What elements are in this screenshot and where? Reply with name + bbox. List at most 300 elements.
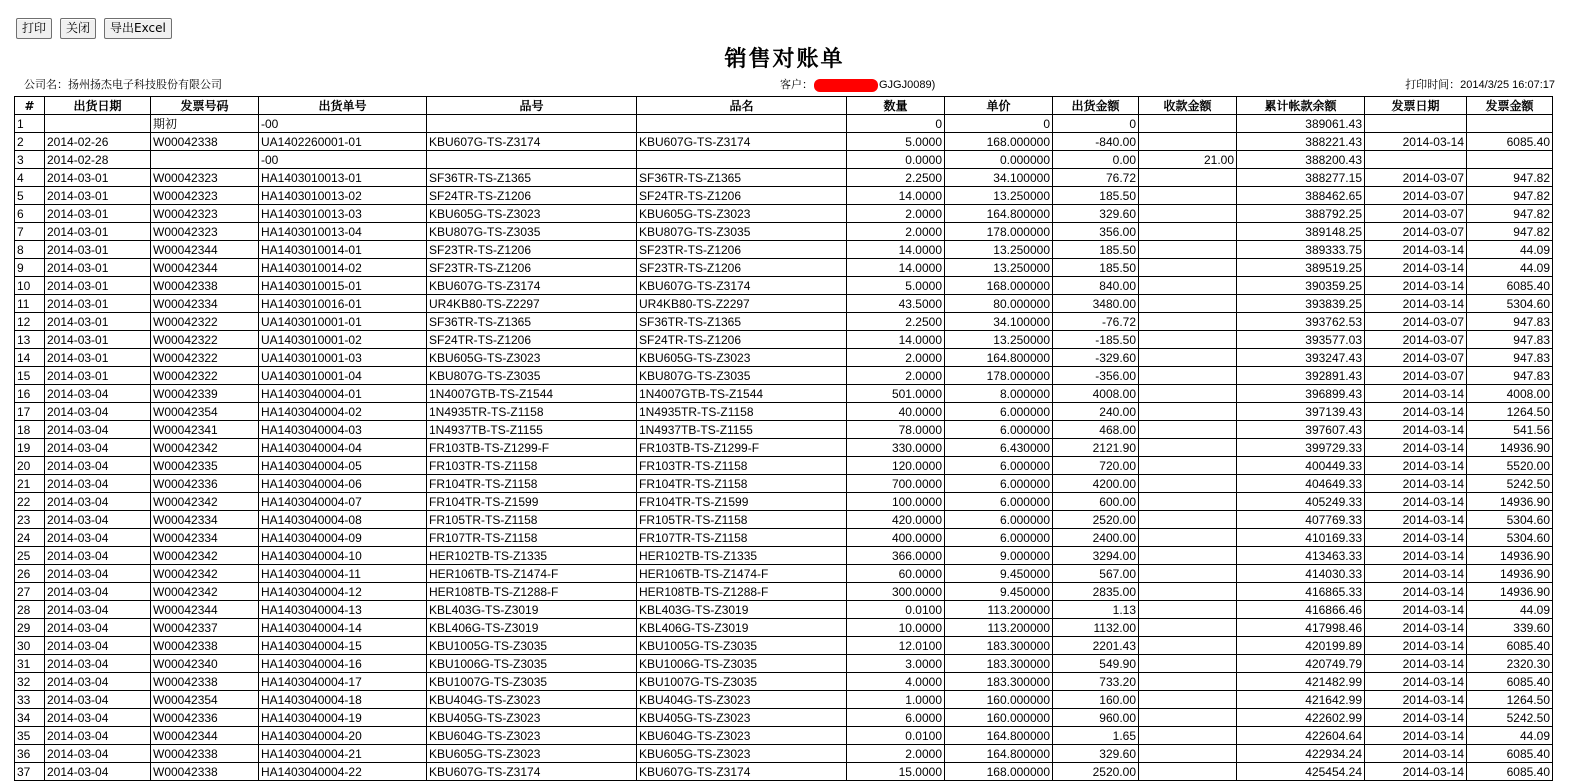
table-cell: FR107TR-TS-Z1158: [637, 529, 847, 547]
table-cell: HA1403040004-09: [259, 529, 427, 547]
table-row: [15, 727, 1553, 745]
table-cell: W00042338: [151, 745, 259, 763]
table-cell: HA1403010014-01: [259, 241, 427, 259]
table-cell: 2014-03-01: [45, 169, 151, 187]
table-cell: 2320.30: [1467, 655, 1553, 673]
table-cell: KBU607G-TS-Z3174: [427, 763, 637, 781]
table-cell: -840.00: [1053, 133, 1139, 151]
table-cell: HA1403040004-04: [259, 439, 427, 457]
table-cell: 2014-03-07: [1365, 187, 1467, 205]
table-cell: 185.50: [1053, 259, 1139, 277]
table-row: [15, 151, 1553, 169]
table-cell: 2014-03-14: [1365, 133, 1467, 151]
table-cell: [1139, 421, 1237, 439]
table-cell: 2.0000: [847, 223, 945, 241]
table-cell: KBU607G-TS-Z3174: [637, 763, 847, 781]
table-cell: 1132.00: [1053, 619, 1139, 637]
table-cell: 19: [15, 439, 45, 457]
table-cell: SF36TR-TS-Z1365: [427, 313, 637, 331]
table-cell: 947.83: [1467, 349, 1553, 367]
table-cell: 20: [15, 457, 45, 475]
table-cell: [151, 151, 259, 169]
table-cell: 164.800000: [945, 205, 1053, 223]
table-cell: 6.000000: [945, 475, 1053, 493]
table-row: [15, 475, 1553, 493]
table-cell: 388462.65: [1237, 187, 1365, 205]
table-row: [15, 709, 1553, 727]
table-cell: 422934.24: [1237, 745, 1365, 763]
table-cell: UR4KB80-TS-Z2297: [427, 295, 637, 313]
table-cell: [1139, 403, 1237, 421]
table-cell: 2014-03-01: [45, 187, 151, 205]
table-cell: [427, 151, 637, 169]
table-cell: 14936.90: [1467, 565, 1553, 583]
table-cell: 2014-03-04: [45, 529, 151, 547]
table-cell: 2014-03-01: [45, 223, 151, 241]
table-cell: [637, 151, 847, 169]
table-cell: [1139, 493, 1237, 511]
table-cell: 2014-03-14: [1365, 421, 1467, 439]
table-cell: HA1403040004-17: [259, 673, 427, 691]
table-cell: -329.60: [1053, 349, 1139, 367]
table-cell: HA1403010014-02: [259, 259, 427, 277]
table-cell: 2014-03-01: [45, 295, 151, 313]
table-cell: 421482.99: [1237, 673, 1365, 691]
table-cell: W00042323: [151, 223, 259, 241]
table-cell: 33: [15, 691, 45, 709]
table-cell: 2: [15, 133, 45, 151]
table-cell: KBU807G-TS-Z3035: [427, 223, 637, 241]
table-cell: 16: [15, 385, 45, 403]
table-cell: 421642.99: [1237, 691, 1365, 709]
column-header: #: [15, 97, 45, 115]
column-header: 累计帐款余额: [1237, 97, 1365, 115]
table-cell: 35: [15, 727, 45, 745]
table-cell: [1139, 133, 1237, 151]
table-cell: 339.60: [1467, 619, 1553, 637]
table-cell: 425454.24: [1237, 763, 1365, 781]
table-cell: 168.000000: [945, 133, 1053, 151]
table-cell: HA1403040004-15: [259, 637, 427, 655]
table-cell: 29: [15, 619, 45, 637]
table-body: [15, 115, 1553, 781]
table-cell: 2014-03-04: [45, 583, 151, 601]
table-cell: 15.0000: [847, 763, 945, 781]
table-cell: 6085.40: [1467, 637, 1553, 655]
table-cell: KBL406G-TS-Z3019: [427, 619, 637, 637]
table-cell: 389061.43: [1237, 115, 1365, 133]
table-cell: 76.72: [1053, 169, 1139, 187]
table-cell: 26: [15, 565, 45, 583]
table-row: [15, 349, 1553, 367]
table-cell: 2014-03-04: [45, 475, 151, 493]
table-cell: W00042338: [151, 637, 259, 655]
table-cell: 13.250000: [945, 241, 1053, 259]
table-cell: 2014-03-04: [45, 619, 151, 637]
table-cell: 6.000000: [945, 403, 1053, 421]
table-cell: 0: [945, 115, 1053, 133]
table-cell: 947.82: [1467, 205, 1553, 223]
table-cell: 44.09: [1467, 259, 1553, 277]
export-excel-button[interactable]: 导出Excel: [104, 18, 172, 39]
table-cell: KBU807G-TS-Z3035: [637, 367, 847, 385]
table-cell: [1139, 691, 1237, 709]
table-cell: 2014-03-04: [45, 385, 151, 403]
table-cell: 2014-03-14: [1365, 709, 1467, 727]
table-cell: FR105TR-TS-Z1158: [637, 511, 847, 529]
table-cell: 34.100000: [945, 169, 1053, 187]
table-cell: 164.800000: [945, 727, 1053, 745]
table-cell: 4200.00: [1053, 475, 1139, 493]
table-cell: UA1402260001-01: [259, 133, 427, 151]
close-button[interactable]: 关闭: [60, 18, 96, 39]
table-cell: 2014-03-14: [1365, 655, 1467, 673]
table-cell: W00042338: [151, 673, 259, 691]
table-cell: [1139, 259, 1237, 277]
table-cell: 2014-03-14: [1365, 547, 1467, 565]
table-cell: 417998.46: [1237, 619, 1365, 637]
table-cell: W00042342: [151, 547, 259, 565]
table-cell: 388200.43: [1237, 151, 1365, 169]
table-cell: KBU605G-TS-Z3023: [427, 349, 637, 367]
table-cell: W00042323: [151, 187, 259, 205]
table-cell: 78.0000: [847, 421, 945, 439]
table-cell: 24: [15, 529, 45, 547]
table-cell: [1139, 205, 1237, 223]
table-row: [15, 493, 1553, 511]
table-cell: 501.0000: [847, 385, 945, 403]
table-cell: 2014-03-14: [1365, 259, 1467, 277]
table-cell: 947.83: [1467, 331, 1553, 349]
table-cell: 2014-03-04: [45, 763, 151, 781]
table-cell: 25: [15, 547, 45, 565]
table-cell: [1139, 115, 1237, 133]
table-cell: 947.83: [1467, 367, 1553, 385]
table-cell: UA1403010001-04: [259, 367, 427, 385]
table-cell: HA1403040004-01: [259, 385, 427, 403]
table-cell: SF24TR-TS-Z1206: [637, 187, 847, 205]
table-cell: 32: [15, 673, 45, 691]
table-cell: 13.250000: [945, 259, 1053, 277]
table-cell: FR104TR-TS-Z1599: [427, 493, 637, 511]
table-cell: HER108TB-TS-Z1288-F: [427, 583, 637, 601]
column-header: 品号: [427, 97, 637, 115]
table-cell: KBU604G-TS-Z3023: [427, 727, 637, 745]
table-cell: 2014-03-07: [1365, 169, 1467, 187]
table-cell: 407769.33: [1237, 511, 1365, 529]
table-cell: 14936.90: [1467, 493, 1553, 511]
table-row: [15, 385, 1553, 403]
table-cell: HER106TB-TS-Z1474-F: [427, 565, 637, 583]
table-cell: HA1403040004-05: [259, 457, 427, 475]
table-cell: FR103TB-TS-Z1299-F: [427, 439, 637, 457]
table-cell: KBU604G-TS-Z3023: [637, 727, 847, 745]
table-cell: 14.0000: [847, 187, 945, 205]
table-cell: 2014-03-14: [1365, 601, 1467, 619]
table-cell: 2201.43: [1053, 637, 1139, 655]
table-cell: 2014-03-14: [1365, 457, 1467, 475]
table-cell: 14936.90: [1467, 583, 1553, 601]
table-cell: 960.00: [1053, 709, 1139, 727]
table-row: [15, 655, 1553, 673]
table-cell: 1N4935TR-TS-Z1158: [427, 403, 637, 421]
table-cell: 2835.00: [1053, 583, 1139, 601]
table-cell: 2014-03-01: [45, 259, 151, 277]
table-cell: KBU607G-TS-Z3174: [637, 133, 847, 151]
table-cell: 420.0000: [847, 511, 945, 529]
table-cell: [45, 115, 151, 133]
table-cell: SF23TR-TS-Z1206: [427, 259, 637, 277]
print-button[interactable]: 打印: [16, 18, 52, 39]
redaction-mark: [814, 79, 878, 92]
table-row: [15, 403, 1553, 421]
table-cell: W00042322: [151, 367, 259, 385]
table-cell: 10: [15, 277, 45, 295]
table-cell: 388277.15: [1237, 169, 1365, 187]
table-cell: [1139, 241, 1237, 259]
table-cell: 0: [1053, 115, 1139, 133]
table-cell: [1139, 619, 1237, 637]
table-cell: 9.000000: [945, 547, 1053, 565]
table-cell: -76.72: [1053, 313, 1139, 331]
table-cell: 2014-03-07: [1365, 313, 1467, 331]
table-cell: 13.250000: [945, 187, 1053, 205]
table-cell: [1139, 529, 1237, 547]
table-cell: KBU607G-TS-Z3174: [427, 277, 637, 295]
table-cell: 2014-03-04: [45, 745, 151, 763]
table-cell: 1.0000: [847, 691, 945, 709]
column-header: 出货单号: [259, 97, 427, 115]
table-cell: HA1403040004-12: [259, 583, 427, 601]
table-cell: 185.50: [1053, 241, 1139, 259]
table-cell: KBU605G-TS-Z3023: [427, 205, 637, 223]
table-cell: [1139, 313, 1237, 331]
table-cell: HA1403010016-01: [259, 295, 427, 313]
table-cell: SF36TR-TS-Z1365: [637, 313, 847, 331]
table-cell: 12: [15, 313, 45, 331]
table-cell: HA1403040004-11: [259, 565, 427, 583]
table-cell: HER102TB-TS-Z1335: [427, 547, 637, 565]
table-cell: UA1403010001-02: [259, 331, 427, 349]
table-cell: [1139, 457, 1237, 475]
table-cell: 100.0000: [847, 493, 945, 511]
table-cell: 40.0000: [847, 403, 945, 421]
table-cell: HA1403040004-19: [259, 709, 427, 727]
table-cell: 410169.33: [1237, 529, 1365, 547]
table-cell: 1N4937TB-TS-Z1155: [427, 421, 637, 439]
table-cell: [1139, 187, 1237, 205]
table-cell: [1139, 475, 1237, 493]
table-cell: 185.50: [1053, 187, 1139, 205]
table-cell: 13.250000: [945, 331, 1053, 349]
table-cell: [1139, 727, 1237, 745]
table-row: [15, 187, 1553, 205]
table-row: [15, 259, 1553, 277]
table-cell: 6.000000: [945, 457, 1053, 475]
table-cell: 2014-03-04: [45, 493, 151, 511]
table-cell: KBL403G-TS-Z3019: [427, 601, 637, 619]
table-cell: 12.0100: [847, 637, 945, 655]
table-cell: 178.000000: [945, 367, 1053, 385]
table-cell: 120.0000: [847, 457, 945, 475]
table-cell: KBL403G-TS-Z3019: [637, 601, 847, 619]
table-cell: 5304.60: [1467, 295, 1553, 313]
table-cell: 2014-03-07: [1365, 367, 1467, 385]
table-cell: 160.000000: [945, 709, 1053, 727]
table-cell: SF23TR-TS-Z1206: [427, 241, 637, 259]
table-cell: FR107TR-TS-Z1158: [427, 529, 637, 547]
table-cell: 37: [15, 763, 45, 781]
table-cell: 396899.43: [1237, 385, 1365, 403]
report-title: 销售对账单: [724, 47, 845, 72]
table-cell: 6.000000: [945, 493, 1053, 511]
table-cell: 6.000000: [945, 511, 1053, 529]
table-cell: 330.0000: [847, 439, 945, 457]
table-cell: HER102TB-TS-Z1335: [637, 547, 847, 565]
table-cell: HA1403040004-21: [259, 745, 427, 763]
table-cell: 14.0000: [847, 331, 945, 349]
table-cell: 4008.00: [1467, 385, 1553, 403]
table-cell: 60.0000: [847, 565, 945, 583]
table-cell: 21.00: [1139, 151, 1237, 169]
table-cell: W00042342: [151, 493, 259, 511]
table-cell: 6.0000: [847, 709, 945, 727]
table-cell: W00042344: [151, 727, 259, 745]
table-cell: HA1403010013-02: [259, 187, 427, 205]
table-cell: 6085.40: [1467, 673, 1553, 691]
table-cell: FR104TR-TS-Z1599: [637, 493, 847, 511]
table-cell: -00: [259, 115, 427, 133]
customer-code: GJGJ0089): [879, 79, 936, 91]
table-cell: 1N4935TR-TS-Z1158: [637, 403, 847, 421]
table-cell: 9: [15, 259, 45, 277]
table-cell: [1139, 547, 1237, 565]
table-cell: 0.0100: [847, 727, 945, 745]
table-cell: 2.0000: [847, 205, 945, 223]
table-cell: 6085.40: [1467, 133, 1553, 151]
column-header: 收款金额: [1139, 97, 1237, 115]
table-cell: 2014-03-04: [45, 601, 151, 619]
table-cell: HA1403040004-18: [259, 691, 427, 709]
table-cell: SF23TR-TS-Z1206: [637, 259, 847, 277]
ledger-table: [14, 96, 1553, 781]
table-cell: KBU1005G-TS-Z3035: [427, 637, 637, 655]
table-cell: 6.000000: [945, 529, 1053, 547]
table-cell: KBU605G-TS-Z3023: [637, 349, 847, 367]
table-cell: 733.20: [1053, 673, 1139, 691]
table-cell: 2014-03-01: [45, 367, 151, 385]
table-cell: KBU605G-TS-Z3023: [637, 205, 847, 223]
table-cell: 2014-03-14: [1365, 295, 1467, 313]
table-cell: HA1403040004-20: [259, 727, 427, 745]
table-cell: 28: [15, 601, 45, 619]
table-cell: 34.100000: [945, 313, 1053, 331]
table-cell: 2014-03-04: [45, 709, 151, 727]
table-cell: SF24TR-TS-Z1206: [427, 187, 637, 205]
table-cell: W00042322: [151, 349, 259, 367]
table-cell: W00042334: [151, 295, 259, 313]
table-cell: 183.300000: [945, 637, 1053, 655]
table-cell: 2014-03-07: [1365, 331, 1467, 349]
table-cell: 356.00: [1053, 223, 1139, 241]
table-cell: 329.60: [1053, 745, 1139, 763]
table-cell: 393577.03: [1237, 331, 1365, 349]
table-cell: 9.450000: [945, 583, 1053, 601]
table-cell: [1139, 367, 1237, 385]
table-cell: 10.0000: [847, 619, 945, 637]
table-cell: 413463.33: [1237, 547, 1365, 565]
table-header-row: [15, 97, 1553, 115]
table-cell: 392891.43: [1237, 367, 1365, 385]
table-cell: 2400.00: [1053, 529, 1139, 547]
column-header: 发票日期: [1365, 97, 1467, 115]
table-row: [15, 295, 1553, 313]
table-cell: 4.0000: [847, 673, 945, 691]
table-cell: 0.00: [1053, 151, 1139, 169]
table-cell: KBU605G-TS-Z3023: [427, 745, 637, 763]
table-row: [15, 313, 1553, 331]
table-row: [15, 601, 1553, 619]
table-cell: W00042354: [151, 403, 259, 421]
table-cell: 4008.00: [1053, 385, 1139, 403]
table-cell: 549.90: [1053, 655, 1139, 673]
table-cell: 389519.25: [1237, 259, 1365, 277]
toolbar: [16, 18, 172, 39]
table-cell: [1139, 223, 1237, 241]
table-cell: [1139, 169, 1237, 187]
table-cell: 0.000000: [945, 151, 1053, 169]
table-cell: 3: [15, 151, 45, 169]
table-cell: 6085.40: [1467, 763, 1553, 781]
table-cell: 183.300000: [945, 655, 1053, 673]
table-cell: 164.800000: [945, 745, 1053, 763]
table-cell: 113.200000: [945, 601, 1053, 619]
table-cell: KBU1006G-TS-Z3035: [637, 655, 847, 673]
table-cell: 7: [15, 223, 45, 241]
table-cell: 2014-03-14: [1365, 583, 1467, 601]
table-cell: HA1403040004-13: [259, 601, 427, 619]
table-cell: 397139.43: [1237, 403, 1365, 421]
table-cell: KBU807G-TS-Z3035: [427, 367, 637, 385]
table-cell: [1139, 637, 1237, 655]
table-cell: HA1403040004-03: [259, 421, 427, 439]
table-cell: UA1403010001-01: [259, 313, 427, 331]
table-cell: 14: [15, 349, 45, 367]
column-header: 出货日期: [45, 97, 151, 115]
table-cell: HA1403040004-02: [259, 403, 427, 421]
table-cell: 366.0000: [847, 547, 945, 565]
table-cell: 3480.00: [1053, 295, 1139, 313]
table-cell: 2014-03-01: [45, 277, 151, 295]
table-cell: KBU607G-TS-Z3174: [637, 277, 847, 295]
table-cell: 44.09: [1467, 601, 1553, 619]
table-row: [15, 133, 1553, 151]
table-cell: 14936.90: [1467, 547, 1553, 565]
table-cell: 720.00: [1053, 457, 1139, 475]
table-cell: 27: [15, 583, 45, 601]
table-row: [15, 583, 1553, 601]
table-cell: -185.50: [1053, 331, 1139, 349]
table-cell: 420749.79: [1237, 655, 1365, 673]
table-cell: [1139, 349, 1237, 367]
table-cell: W00042334: [151, 529, 259, 547]
table-cell: 17: [15, 403, 45, 421]
table-cell: W00042342: [151, 565, 259, 583]
table-cell: KBU1005G-TS-Z3035: [637, 637, 847, 655]
table-cell: 414030.33: [1237, 565, 1365, 583]
table-cell: 468.00: [1053, 421, 1139, 439]
table-cell: 160.000000: [945, 691, 1053, 709]
